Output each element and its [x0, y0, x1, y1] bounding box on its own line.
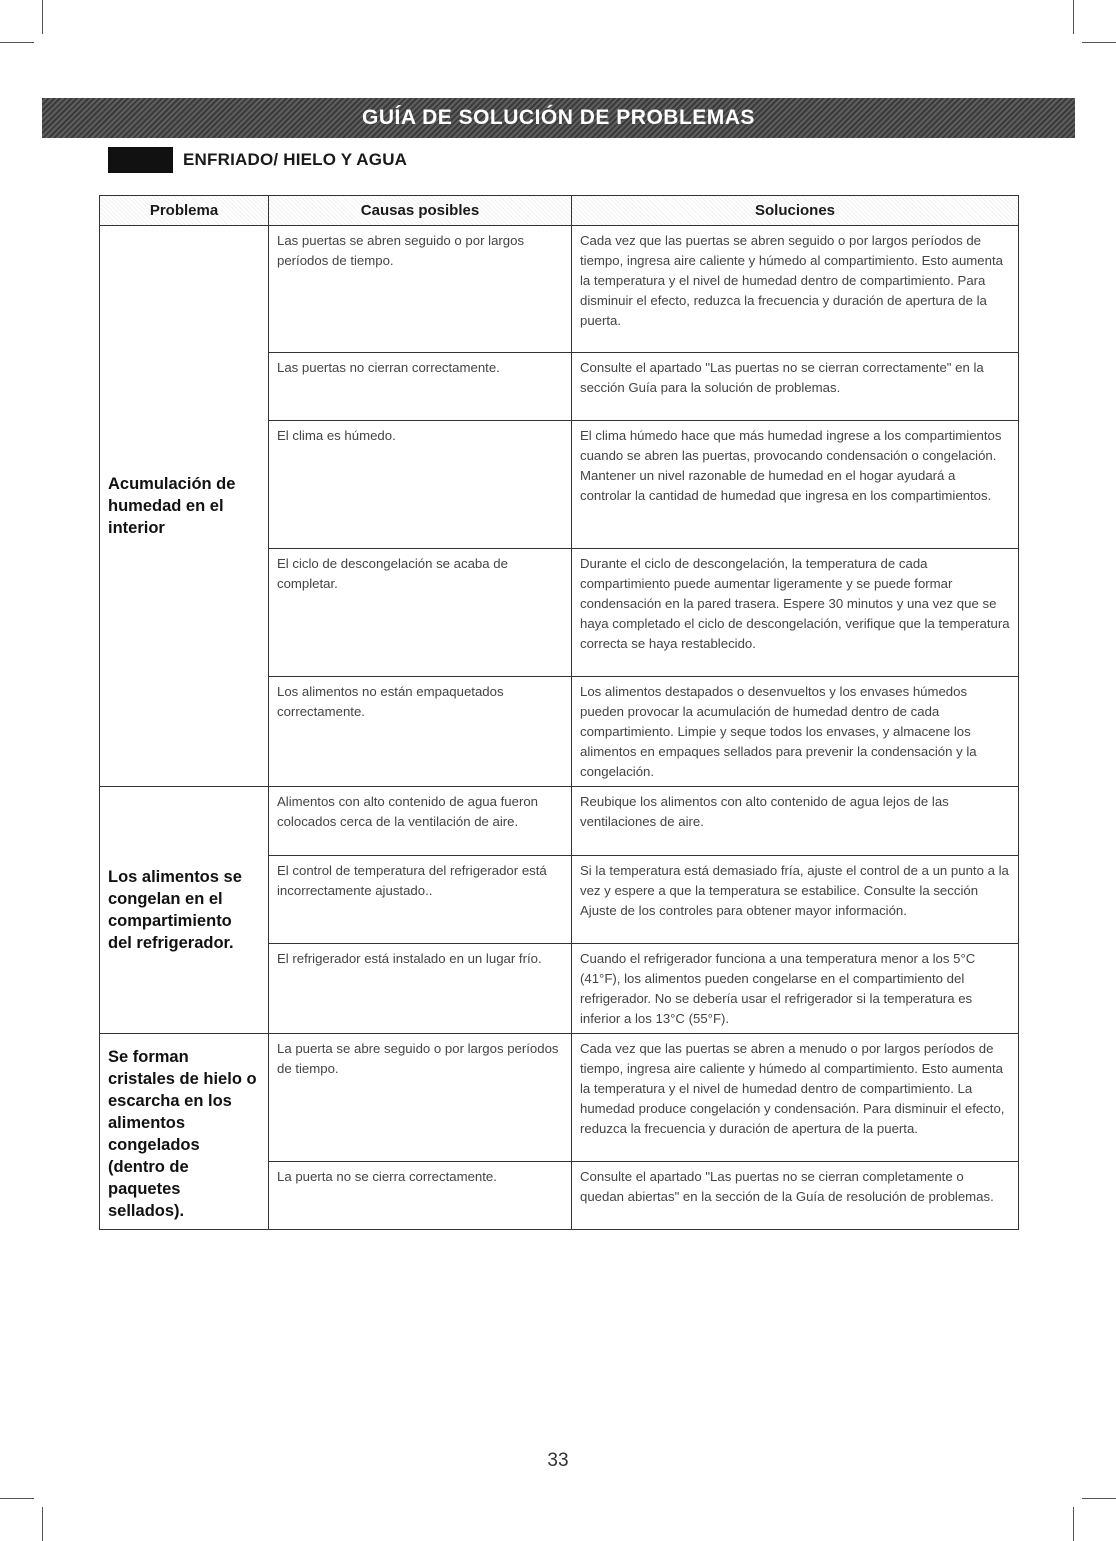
- solution-cell: Reubique los alimentos con alto contenido de agua lejos de las ventilaciones de aire.: [572, 787, 1019, 856]
- solution-cell: Cada vez que las puertas se abren a menudo o por largos períodos de tiempo, ingresa aire caliente y húmedo al compartimiento. Esto aumenta la temperatura y el nivel de humedad dentro de compartimiento. La humedad produce congelación y condensación. Para disminuir el efecto, reduzca la frecuencia y duración de apertura de la puerta.: [572, 1034, 1019, 1162]
- solution-cell: Si la temperatura está demasiado fría, ajuste el control de a un punto a la vez y espere a que la temperatura se estabilice. Consulte la sección Ajuste de los controles para obtener mayor información.: [572, 856, 1019, 944]
- banner-title: GUÍA DE SOLUCIÓN DE PROBLEMAS: [362, 106, 755, 129]
- solution-cell: Cuando el refrigerador funciona a una temperatura menor a los 5°C (41°F), los alimentos pueden congelarse en el compartimiento del refrigerador. No se debería usar el refrigerador si la temperatura es inferior a los 13°C (55°F).: [572, 944, 1019, 1034]
- crop-mark: [42, 0, 43, 34]
- column-header-problem: Problema: [100, 196, 269, 226]
- solution-cell: Los alimentos destapados o desenvueltos y los envases húmedos pueden provocar la acumulación de humedad dentro de cada compartimiento. Limpie y seque todos los envases, y almacene los alimentos en empaques sellados para prevenir la condensación y la congelación.: [572, 677, 1019, 787]
- crop-mark: [1073, 0, 1074, 34]
- cause-cell: El ciclo de descongelación se acaba de completar.: [269, 549, 572, 677]
- cause-cell: La puerta se abre seguido o por largos períodos de tiempo.: [269, 1034, 572, 1162]
- cause-cell: Las puertas no cierran correctamente.: [269, 353, 572, 421]
- solution-cell: El clima húmedo hace que más humedad ingrese a los compartimientos cuando se abren las puertas, provocando condensación o congelación. Mantener un nivel razonable de humedad en el hogar ayudará a controlar la cantidad de humedad que ingresa en los compartimientos.: [572, 421, 1019, 549]
- table-header-row: [100, 196, 1019, 226]
- section-marker: [108, 147, 173, 173]
- table-row: [100, 226, 1019, 353]
- problem-cell: Acumulación de humedad en el interior: [100, 226, 269, 787]
- section-heading: [108, 146, 407, 174]
- crop-mark: [1082, 1498, 1116, 1499]
- cause-cell: El control de temperatura del refrigerador está incorrectamente ajustado..: [269, 856, 572, 944]
- section-title: ENFRIADO/ HIELO Y AGUA: [183, 150, 408, 169]
- crop-mark: [1082, 42, 1116, 43]
- page-number: 33: [547, 1450, 569, 1471]
- cause-cell: Alimentos con alto contenido de agua fueron colocados cerca de la ventilación de aire.: [269, 787, 572, 856]
- solution-cell: Consulte el apartado "Las puertas no se cierran completamente o quedan abiertas" en la sección de la Guía de resolución de problemas.: [572, 1162, 1019, 1230]
- crop-mark: [1073, 1507, 1074, 1541]
- cause-cell: Los alimentos no están empaquetados correctamente.: [269, 677, 572, 787]
- troubleshooting-table: [99, 195, 1019, 1230]
- crop-mark: [0, 1498, 34, 1499]
- cause-cell: El refrigerador está instalado en un lugar frío.: [269, 944, 572, 1034]
- problem-cell: Se forman cristales de hielo o escarcha en los alimentos congelados (dentro de paquetes sellados).: [100, 1034, 269, 1230]
- solution-cell: Consulte el apartado "Las puertas no se cierran correctamente" en la sección Guía para la solución de problemas.: [572, 353, 1019, 421]
- column-header-causes: Causas posibles: [269, 196, 572, 226]
- table-row: [100, 1034, 1019, 1162]
- page-banner: [42, 98, 1075, 138]
- cause-cell: El clima es húmedo.: [269, 421, 572, 549]
- cause-cell: La puerta no se cierra correctamente.: [269, 1162, 572, 1230]
- solution-cell: Durante el ciclo de descongelación, la temperatura de cada compartimiento puede aumentar ligeramente y se puede formar condensación en la pared trasera. Espere 30 minutos y una vez que se haya completado el ciclo de descongelación, verifique que la temperatura correcta se haya restablecido.: [572, 549, 1019, 677]
- table-row: [100, 787, 1019, 856]
- cause-cell: Las puertas se abren seguido o por largos períodos de tiempo.: [269, 226, 572, 353]
- crop-mark: [42, 1507, 43, 1541]
- column-header-solutions: Soluciones: [572, 196, 1019, 226]
- solution-cell: Cada vez que las puertas se abren seguido o por largos períodos de tiempo, ingresa aire caliente y húmedo al compartimiento. Esto aumenta la temperatura y el nivel de humedad dentro de compartimiento. Para disminuir el efecto, reduzca la frecuencia y duración de apertura de la puerta.: [572, 226, 1019, 353]
- crop-mark: [0, 42, 34, 43]
- problem-cell: Los alimentos se congelan en el compartimiento del refrigerador.: [100, 787, 269, 1034]
